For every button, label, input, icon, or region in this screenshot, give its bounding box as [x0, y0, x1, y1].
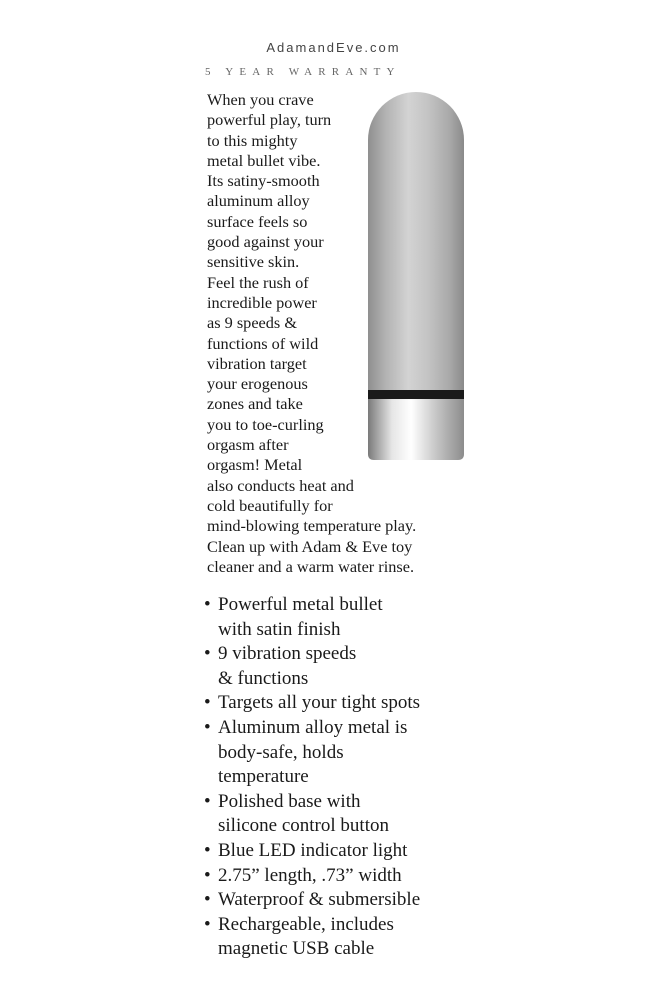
feature-text: magnetic USB cable — [218, 938, 375, 960]
bullet-dot: • — [204, 839, 211, 861]
bullet-dot: • — [204, 864, 211, 886]
description-line: metal bullet vibe. — [207, 150, 321, 170]
feature-list — [204, 593, 420, 962]
warranty-label: 5 YEAR WARRANTY — [205, 66, 401, 78]
feature-text: Blue LED indicator light — [218, 839, 408, 861]
description-line: sensitive skin. — [207, 252, 300, 272]
site-name: AdamandEve.com — [266, 40, 401, 55]
feature-text: 2.75” length, .73” width — [218, 864, 402, 886]
feature-text: silicone control button — [218, 815, 389, 837]
description-line: cold beautifully for — [207, 495, 333, 515]
feature-text: & functions — [218, 667, 309, 689]
feature-item — [204, 642, 420, 691]
bullet-vibrator-icon — [360, 90, 472, 466]
description-line: to this mighty — [207, 130, 298, 150]
feature-text: Powerful metal bullet — [218, 594, 383, 615]
feature-item — [204, 691, 420, 716]
bullet-base — [368, 399, 464, 460]
bullet-dot: • — [204, 716, 211, 738]
feature-item — [204, 913, 420, 962]
bullet-band — [368, 390, 464, 399]
description-line: incredible power — [207, 292, 317, 312]
description-line: good against your — [207, 232, 324, 252]
description-line: orgasm! Metal — [207, 455, 303, 475]
feature-text: with satin finish — [218, 618, 341, 640]
description-line: aluminum alloy — [207, 191, 310, 211]
feature-text: temperature — [218, 766, 309, 788]
bullet-dot: • — [204, 692, 211, 714]
feature-item — [204, 593, 420, 642]
description-line: vibration target — [207, 353, 307, 373]
description-line: When you crave — [207, 90, 314, 109]
bullet-dot: • — [204, 594, 211, 615]
feature-item — [204, 839, 420, 864]
bullet-dot: • — [204, 790, 211, 812]
description-line: you to toe-curling — [207, 414, 324, 434]
feature-item — [204, 790, 420, 839]
feature-text: 9 vibration speeds — [218, 643, 357, 665]
feature-item — [204, 888, 420, 913]
feature-item — [204, 864, 420, 889]
bullet-dot: • — [204, 643, 211, 665]
feature-text: Rechargeable, includes — [218, 913, 394, 935]
description-line: orgasm after — [207, 435, 289, 455]
bullet-dot: • — [204, 913, 211, 935]
feature-text: Targets all your tight spots — [218, 692, 421, 714]
bullet-body — [368, 92, 464, 390]
description-line: cleaner and a warm water rinse. — [207, 556, 415, 576]
feature-text: body-safe, holds — [218, 741, 344, 763]
description-line: mind-blowing temperature play. — [207, 516, 417, 536]
bullet-dot: • — [204, 889, 211, 911]
description-line: as 9 speeds & — [207, 313, 297, 333]
feature-text: Aluminum alloy metal is — [218, 716, 408, 738]
feature-item — [204, 716, 420, 790]
description-line: Its satiny-smooth — [207, 171, 320, 191]
feature-text: Waterproof & submersible — [218, 889, 421, 911]
description-line: surface feels so — [207, 211, 308, 231]
description-line: also conducts heat and — [207, 475, 354, 495]
description-line: powerful play, turn — [207, 110, 332, 130]
description-line: Feel the rush of — [207, 272, 309, 292]
description-line: your erogenous — [207, 374, 308, 394]
description-line: Clean up with Adam & Eve toy — [207, 536, 413, 556]
description-line: functions of wild — [207, 333, 319, 353]
feature-text: Polished base with — [218, 790, 361, 812]
description-line: zones and take — [207, 394, 303, 414]
